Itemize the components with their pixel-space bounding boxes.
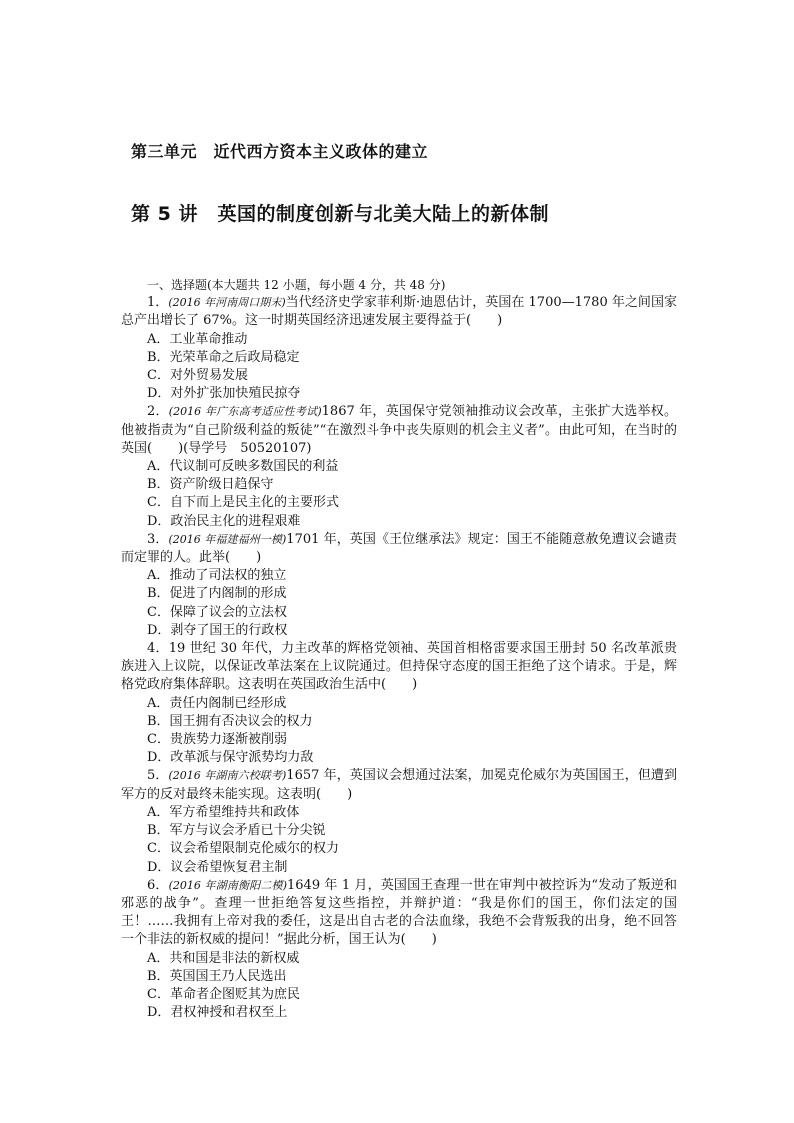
option-d: D．剥夺了国王的行政权 <box>147 622 288 638</box>
question-number: 2． <box>147 404 169 420</box>
option-d: D．改革派与保守派势均力敌 <box>147 750 314 766</box>
option-a: A．责任内阁制已经形成 <box>147 695 287 711</box>
option-d: D．对外扩张加快殖民掠夺 <box>147 386 301 402</box>
question-source: (2016 年广东高考适应性考试) <box>168 405 322 419</box>
option-a: A．共和国是非法的新权威 <box>147 950 300 966</box>
option-c: C．贵族势力逐渐被削弱 <box>147 732 287 748</box>
question-source: (2016 年湖南六校联考) <box>168 769 287 783</box>
option-c: C．议会希望限制克伦威尔的权力 <box>147 841 339 857</box>
question-stem <box>121 403 677 458</box>
question-text: 1649 年 1 月，英国国王查理一世在审判中被控诉为“发动了叛逆和邪恶的战争”。查理一世拒绝答复这些指控，并辩护道：“我是你们的国王，你们法定的国王！……我拥有上帝对我的委任，这是出自古老的合法血缘，我绝不会背叛我的出身，绝不回答一个非法的新权威的提问！”据此分析，国王认为( ) <box>121 877 677 948</box>
section-heading: 一、选择题(本大题共 12 小题，每小题 4 分，共 48 分) <box>147 278 446 292</box>
question-text: 当代经济史学家菲利斯·迪恩估计，英国在 1700—1780 年之间国家总产出增长了 67%。这一时期英国经济迅速发展主要得益于( ) <box>121 295 677 329</box>
option-d: D．议会希望恢复君主制 <box>147 859 288 875</box>
option-c: C．革命者企图贬其为庶民 <box>147 986 300 1002</box>
option-b: B．国王拥有否决议会的权力 <box>147 713 313 729</box>
question-number: 1． <box>147 295 169 311</box>
question-source: (2016 年湖南衡阳二模) <box>168 878 287 892</box>
option-b: B．军方与议会矛盾已十分尖锐 <box>147 823 326 839</box>
option-c: C．自下而上是民主化的主要形式 <box>147 495 339 511</box>
option-c: C．保障了议会的立法权 <box>147 604 287 620</box>
question-content <box>121 276 677 1022</box>
question-5 <box>121 767 677 876</box>
option-c: C．对外贸易发展 <box>147 368 248 384</box>
lesson-title: 第 5 讲 英国的制度创新与北美大陆上的新体制 <box>131 203 549 225</box>
question-number: 3． <box>147 531 169 547</box>
question-stem <box>121 531 677 567</box>
option-a: A．军方希望维持共和政体 <box>147 804 300 820</box>
question-text: 19 世纪 30 年代，力主改革的辉格党领袖、英国首相格雷要求国王册封 50 名改革派贵族进入上议院，以保证改革法案在上议院通过。但持保守态度的国王拒绝了这个请求。于是，辉格党政府集体辞职。这表明在英国政治生活中( ) <box>121 641 677 693</box>
option-b: B．资产阶级日趋保守 <box>147 477 274 493</box>
option-a: A．代议制可反映多数国民的利益 <box>147 459 339 475</box>
question-stem <box>121 767 677 803</box>
question-stem <box>121 294 677 330</box>
question-source: (2016 年福建福州一模) <box>168 532 287 546</box>
option-d: D．君权神授和君权至上 <box>147 1005 288 1021</box>
question-number: 5． <box>147 768 169 784</box>
option-b: B．促进了内阁制的形成 <box>147 586 287 602</box>
option-d: D．政治民主化的进程艰难 <box>147 513 301 529</box>
option-a: A．工业革命推动 <box>147 331 248 347</box>
question-text: 1657 年，英国议会想通过法案，加冕克伦威尔为英国国王，但遭到军方的反对最终未能实现。这表明( ) <box>121 768 678 802</box>
question-4 <box>121 640 677 767</box>
unit-title: 第三单元 近代西方资本主义政体的建立 <box>131 142 429 161</box>
question-stem <box>121 640 677 695</box>
question-6 <box>121 877 677 1023</box>
question-1 <box>121 294 677 403</box>
question-stem <box>121 877 677 950</box>
question-3 <box>121 531 677 640</box>
question-text: 1867 年，英国保守党领袖推动议会改革，主张扩大选举权。他被指责为“自己阶级利益的叛徒”“在激烈斗争中丧失原则的机会主义者”。由此可知，在当时的英国( )(导学号 50520107) <box>121 404 677 456</box>
question-number: 4． <box>147 641 169 657</box>
question-text: 1701 年，英国《王位继承法》规定：国王不能随意赦免遭议会谴责而定罪的人。此举( ) <box>121 531 678 566</box>
question-number: 6． <box>147 877 169 893</box>
question-2 <box>121 403 677 530</box>
option-b: B．英国国王乃人民选出 <box>147 968 287 984</box>
question-source: (2016 年河南周口期末) <box>168 296 286 310</box>
option-b: B．光荣革命之后政局稳定 <box>147 349 300 365</box>
option-a: A．推动了司法权的独立 <box>147 568 287 584</box>
